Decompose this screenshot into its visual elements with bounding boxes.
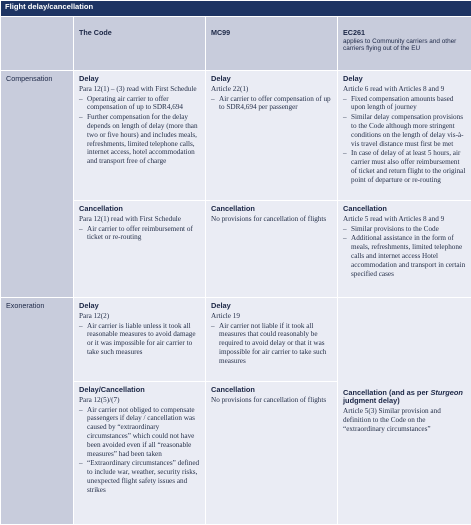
cell-reference: Para 12(2): [79, 312, 200, 321]
header-mc99: MC99: [206, 17, 338, 71]
list-item: – Additional assistance in the form of meals, refreshments, limited telephone calls and internet access Hotel accommodation and transport in certain specified cases: [343, 234, 466, 278]
list-item: – Operating air carrier to offer compensation of up to SDR4,694: [79, 95, 200, 113]
cell-reference: Article 19: [211, 312, 332, 321]
cell-comp-delay-code: [74, 71, 206, 201]
cell-exon-ec261: [338, 298, 471, 525]
list-item: – Air carrier not liable if it took all measures that could reasonably be required to avoid delay or that it was impossible for air carrier to take such measures: [211, 322, 332, 366]
cell-reference: Article 5 read with Articles 8 and 9: [343, 215, 466, 224]
header-empty: [1, 17, 74, 71]
cell-heading: Cancellation: [211, 205, 332, 214]
cell-bullets: [343, 95, 466, 185]
cell-bullets: [79, 322, 200, 357]
cell-bullets: [343, 225, 466, 279]
list-item: – Fixed compensation amounts based upon length of journey: [343, 95, 466, 113]
header-ec261: [338, 17, 471, 71]
cell-exon-cancel-mc99: [206, 382, 338, 525]
cell-heading: Delay: [211, 75, 332, 84]
cell-comp-cancel-ec261: [338, 201, 471, 298]
cell-reference: Article 6 read with Articles 8 and 9: [343, 85, 466, 94]
list-item: – In case of delay of at least 5 hours, air carrier must also offer reimbursement of ticket and return flight to the original point of departure or re-routing: [343, 149, 466, 184]
cell-heading: Cancellation: [79, 205, 200, 214]
cell-heading: Delay: [211, 302, 332, 311]
list-item: – Similar provisions to the Code: [343, 225, 466, 234]
cell-comp-cancel-mc99: [206, 201, 338, 298]
cell-reference: No provisions for cancellation of flights: [211, 215, 332, 224]
row-head-compensation: Compensation: [1, 71, 74, 298]
heading-part: Cancellation (and as per: [343, 388, 430, 397]
row-head-exoneration: Exoneration: [1, 298, 74, 525]
heading-part-italic: Sturgeon: [430, 388, 462, 397]
cell-reference: Article 22(1): [211, 85, 332, 94]
cell-heading: Cancellation: [343, 205, 466, 214]
cell-heading: Delay: [79, 75, 200, 84]
cell-heading: Delay: [343, 75, 466, 84]
cell-bullets: [79, 95, 200, 166]
cell-heading: Delay/Cancellation: [79, 386, 200, 395]
heading-part: judgment delay): [343, 396, 400, 405]
cell-reference: No provisions for cancellation of flights: [211, 396, 332, 405]
header-the-code: The Code: [74, 17, 206, 71]
list-item: – “Extraordinary circumstances” defined to include war, weather, security risks, unexpected flight safety issues and strikes: [79, 459, 200, 494]
cell-reference: Para 12(1) read with First Schedule: [79, 215, 200, 224]
list-item: – Air carrier to offer compensation of up to SDR4,694 per passenger: [211, 95, 332, 113]
cell-exon-delay-code: [74, 298, 206, 382]
table-title: Flight delay/cancellation: [1, 1, 471, 17]
cell-reference: Article 5(3) Similar provision and definition to the Code on the “extraordinary circumstances”: [343, 407, 466, 433]
cell-bullets: [211, 322, 332, 366]
cell-bullets: [211, 95, 332, 113]
cell-comp-delay-ec261: [338, 71, 471, 201]
cell-exon-cancel-code: [74, 382, 206, 525]
list-item: – Air carrier to offer reimbursement of ticket or re-routing: [79, 225, 200, 243]
cell-heading: Delay: [79, 302, 200, 311]
cell-bullets: [79, 406, 200, 495]
list-item: – Similar delay compensation provisions to the Code although more stringent conditions on the length of delay vis-à-vis travel distance must first be met: [343, 113, 466, 148]
list-item: – Air carrier not obliged to compensate passengers if delay / cancellation was caused by “extraordinary circumstances” which could not have been avoided even if all “reasonable measures” had been taken: [79, 406, 200, 459]
cell-comp-cancel-code: [74, 201, 206, 298]
cell-reference: Para 12(1) – (3) read with First Schedule: [79, 85, 200, 94]
cell-exon-delay-mc99: [206, 298, 338, 382]
cell-reference: Para 12(5)/(7): [79, 396, 200, 405]
list-item: – Further compensation for the delay depends on length of delay (more than two or five hours) and includes meals, refreshments, limited telephone calls, internet access, hotel accommodation and transport free of charge: [79, 113, 200, 166]
header-ec261-note: applies to Community carriers and other carriers flying out of the EU: [343, 38, 466, 53]
cell-heading: [343, 389, 466, 407]
cell-bullets: [79, 225, 200, 243]
header-ec261-label: EC261: [343, 28, 365, 37]
cell-heading: Cancellation: [211, 386, 332, 395]
cell-comp-delay-mc99: [206, 71, 338, 201]
list-item: – Air carrier is liable unless it took all reasonable measures to avoid damage or it was impossible for air carrier to take such measures: [79, 322, 200, 357]
